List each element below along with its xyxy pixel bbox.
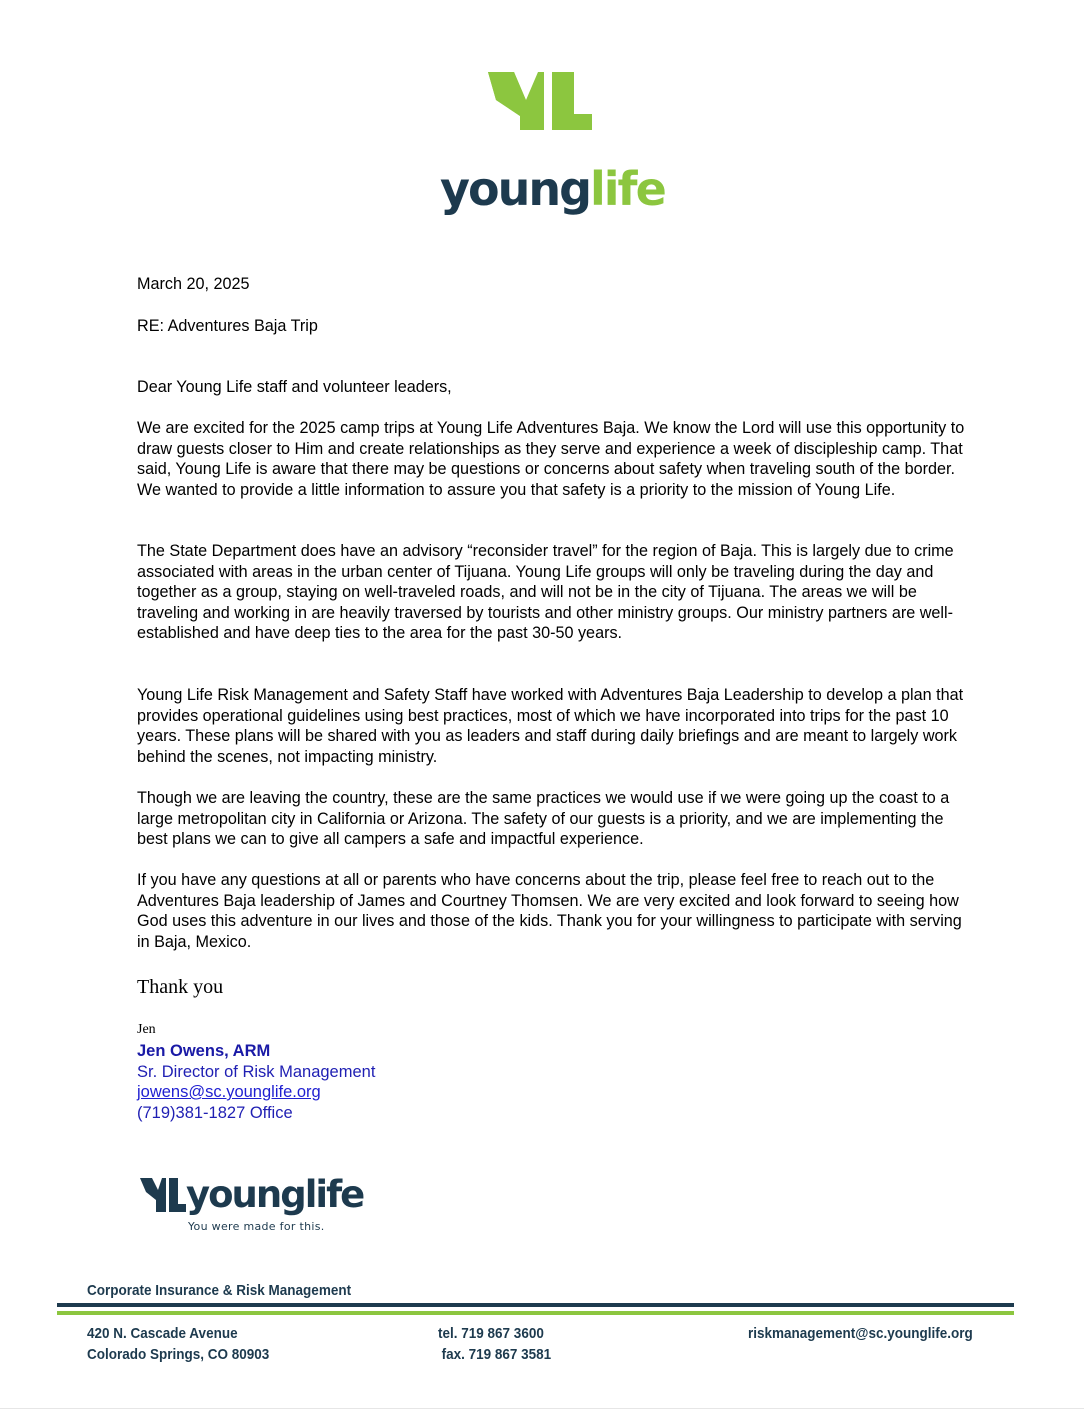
- signer-name: Jen Owens, ARM: [137, 1042, 271, 1060]
- telephone: tel. 719 867 3600: [438, 1325, 544, 1342]
- signer-email-link[interactable]: jowens@sc.younglife.org: [137, 1083, 321, 1101]
- yl-mark-icon: [140, 1178, 186, 1218]
- body-paragraph: If you have any questions at all or parents who have concerns about the trip, please feel free to reach out to the Adventures Baja leadership of James and Courtney Thomsen. We are very excited and look forward to seeing how God uses this adventure in our lives and those of the kids. Thank you for your willingness to participate with serving in Baja, Mexico.: [137, 871, 962, 951]
- body-paragraph: We are excited for the 2025 camp trips at Young Life Adventures Baja. We know the Lord will use this opportunity to draw guests closer to Him and create relationships as they serve and experience a week of discipleship camp. That said, Young Life is aware that there may be questions or concerns about safety when traveling south of the border. We wanted to provide a little information to assure you that safety is a priority to the mission of Young Life.: [137, 419, 965, 499]
- footer-department: Corporate Insurance & Risk Management: [87, 1282, 352, 1299]
- footer-email: riskmanagement@sc.younglife.org: [748, 1325, 973, 1342]
- body-paragraph: Though we are leaving the country, these are the same practices we would use if we were going up the coast to a large metropolitan city in California or Arizona. The safety of our guests is a priority, and we are implementing the best plans we can to give all campers a safe and impactful experience.: [137, 789, 950, 849]
- page-edge: [0, 1408, 1084, 1409]
- footer-address: [87, 1323, 269, 1365]
- closing: Thank you: [137, 976, 224, 998]
- footer-rule-green: [57, 1311, 1014, 1315]
- salutation: Dear Young Life staff and volunteer leaders,: [137, 378, 452, 396]
- yl-mark-icon: [440, 70, 650, 162]
- address-line: 420 N. Cascade Avenue: [87, 1325, 238, 1342]
- letter-date: March 20, 2025: [137, 275, 250, 293]
- footer-phone: [438, 1323, 551, 1365]
- fax: fax. 719 867 3581: [441, 1346, 552, 1363]
- younglife-logo: [440, 70, 665, 220]
- signer-title: Sr. Director of Risk Management: [137, 1063, 376, 1081]
- logo-wordmark: younglife: [440, 162, 665, 216]
- address-line: Colorado Springs, CO 80903: [87, 1346, 270, 1363]
- tagline: You were made for this.: [188, 1220, 325, 1233]
- subject-line: RE: Adventures Baja Trip: [137, 317, 318, 335]
- handwritten-signature: Jen: [137, 1022, 156, 1037]
- body-paragraph: Young Life Risk Management and Safety Staff have worked with Adventures Baja Leadership to develop a plan that provides operational guidelines using best practices, most of which we have incorporated into trips for the past 10 years. These plans will be shared with you as leaders and staff during daily briefings and are meant to largely work behind the scenes, not impacting ministry.: [137, 686, 964, 766]
- signer-phone: (719)381-1827 Office: [137, 1104, 293, 1122]
- body-paragraph: The State Department does have an advisory “reconsider travel” for the region of Baja. This is largely due to crime associated with areas in the urban center of Tijuana. Young Life groups will only be traveling during the day and together as a group, staying on well-traveled roads, and will not be in the city of Tijuana. The areas we will be traveling and working in are heavily traversed by tourists and other ministry groups. Our ministry partners are well-established and have deep ties to the area for the past 30-50 years.: [137, 542, 954, 643]
- footer-logo-wordmark: younglife: [186, 1173, 364, 1216]
- footer-rule-navy: [57, 1303, 1014, 1307]
- younglife-footer-logo: [140, 1173, 364, 1236]
